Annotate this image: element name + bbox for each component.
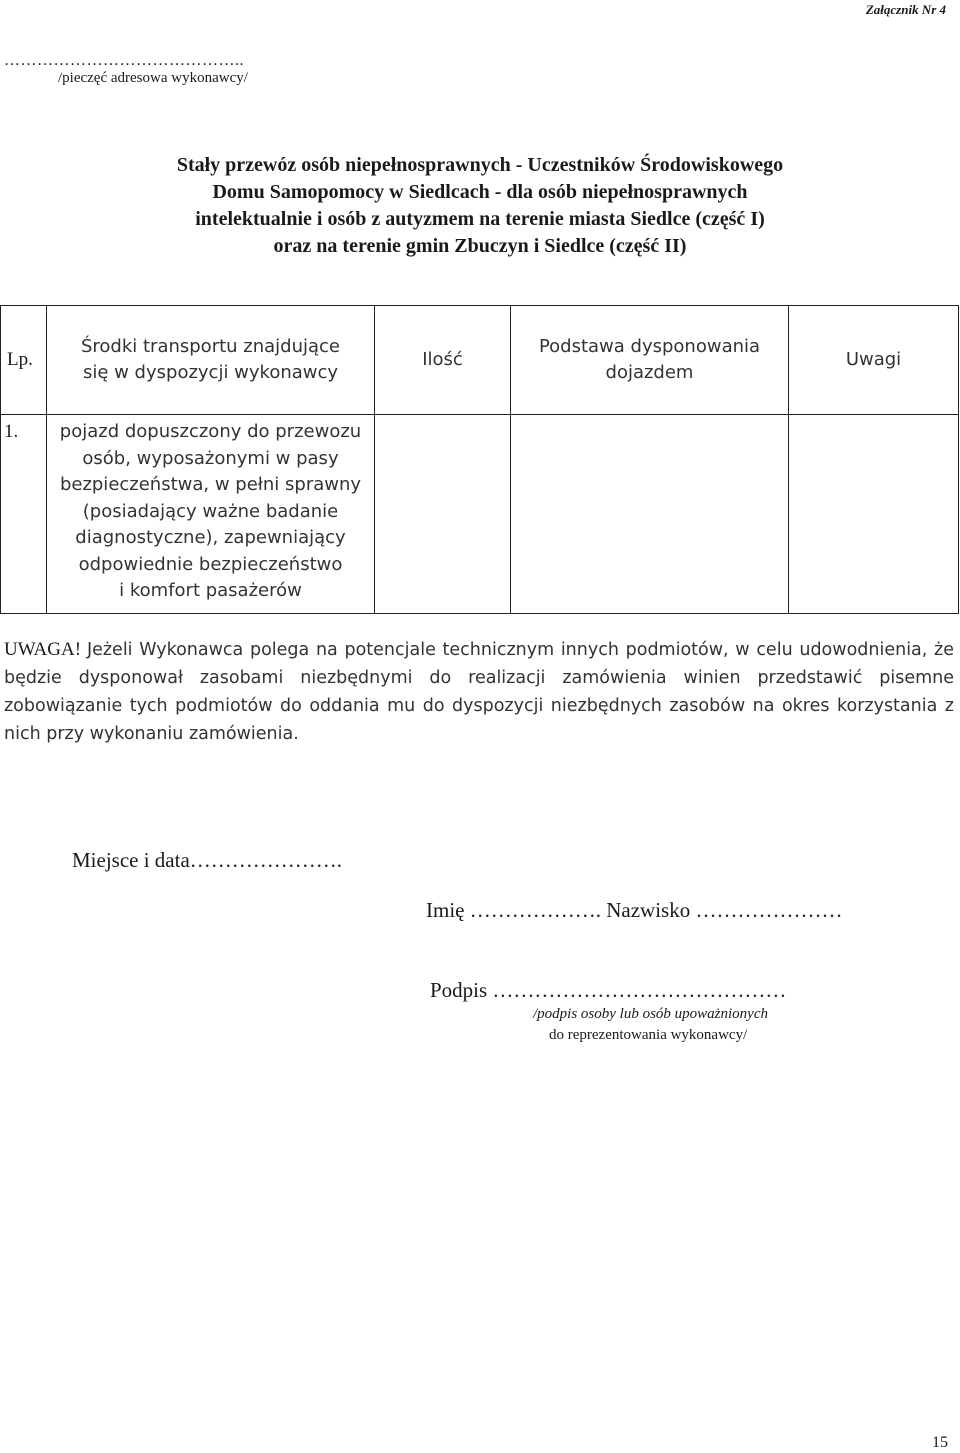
page-number: 15 [932,1434,948,1451]
header-remarks: Uwagi [789,306,959,415]
cell-quantity[interactable] [375,415,511,614]
signature-caption: do reprezentowania wykonawcy/ [549,1027,748,1043]
title-line: Stały przewóz osób niepełnosprawnych - Uczestników Środowiskowego [176,154,784,176]
header-transport-means: Środki transportu znajdujące się w dyspozycji wykonawcy [47,306,375,415]
annex-number: Załącznik Nr 4 [865,2,946,17]
header-basis: Podstawa dysponowania dojazdem [511,306,789,415]
cell-basis[interactable] [511,415,789,614]
signature-line: Podpis …………………………………… [430,978,787,1002]
transport-means-table [0,305,959,614]
name-surname-line: Imię ………………. Nazwisko ………………… [426,898,843,922]
note-label: UWAGA! [4,639,82,660]
stamp-caption: /pieczęć adresowa wykonawcy/ [58,70,248,86]
cell-description: pojazd dopuszczony do przewozu osób, wyposażonymi w pasy bezpieczeństwa, w pełni sprawny (posiadający ważne badanie diagnostyczne), zapewniający odpowiednie bezpieczeństwo i komfort pasażerów [47,415,375,614]
title-line: Domu Samopomocy w Siedlcach - dla osób niepełnosprawnych [212,181,748,203]
cell-remarks[interactable] [789,415,959,614]
note-paragraph [4,636,954,748]
table-header-row [1,306,959,415]
place-date-line: Miejsce i data…………………. [72,848,343,872]
header-quantity: Ilość [375,306,511,415]
table-row [1,415,959,614]
cell-lp: 1. [1,415,47,614]
document-title [60,152,900,260]
stamp-dotted-line: …………………………………….. [4,52,244,69]
title-line: intelektualnie i osób z autyzmem na terenie miasta Siedlce (część I) [195,208,765,230]
signature-caption: /podpis osoby lub osób upoważnionych [533,1006,768,1022]
header-lp: Lp. [1,306,47,415]
note-text: Jeżeli Wykonawca polega na potencjale technicznym innych podmiotów, w celu udowodnienia, że będzie dysponował zasobami niezbędnymi do realizacji zamówienia winien przedstawić pisemne zobowiązanie tych podmiotów do oddania mu do dyspozycji niezbędnych zasobów na okres korzystania z nich przy wykonaniu zamówienia. [4,640,954,744]
title-line: oraz na terenie gmin Zbuczyn i Siedlce (część II) [273,235,687,257]
